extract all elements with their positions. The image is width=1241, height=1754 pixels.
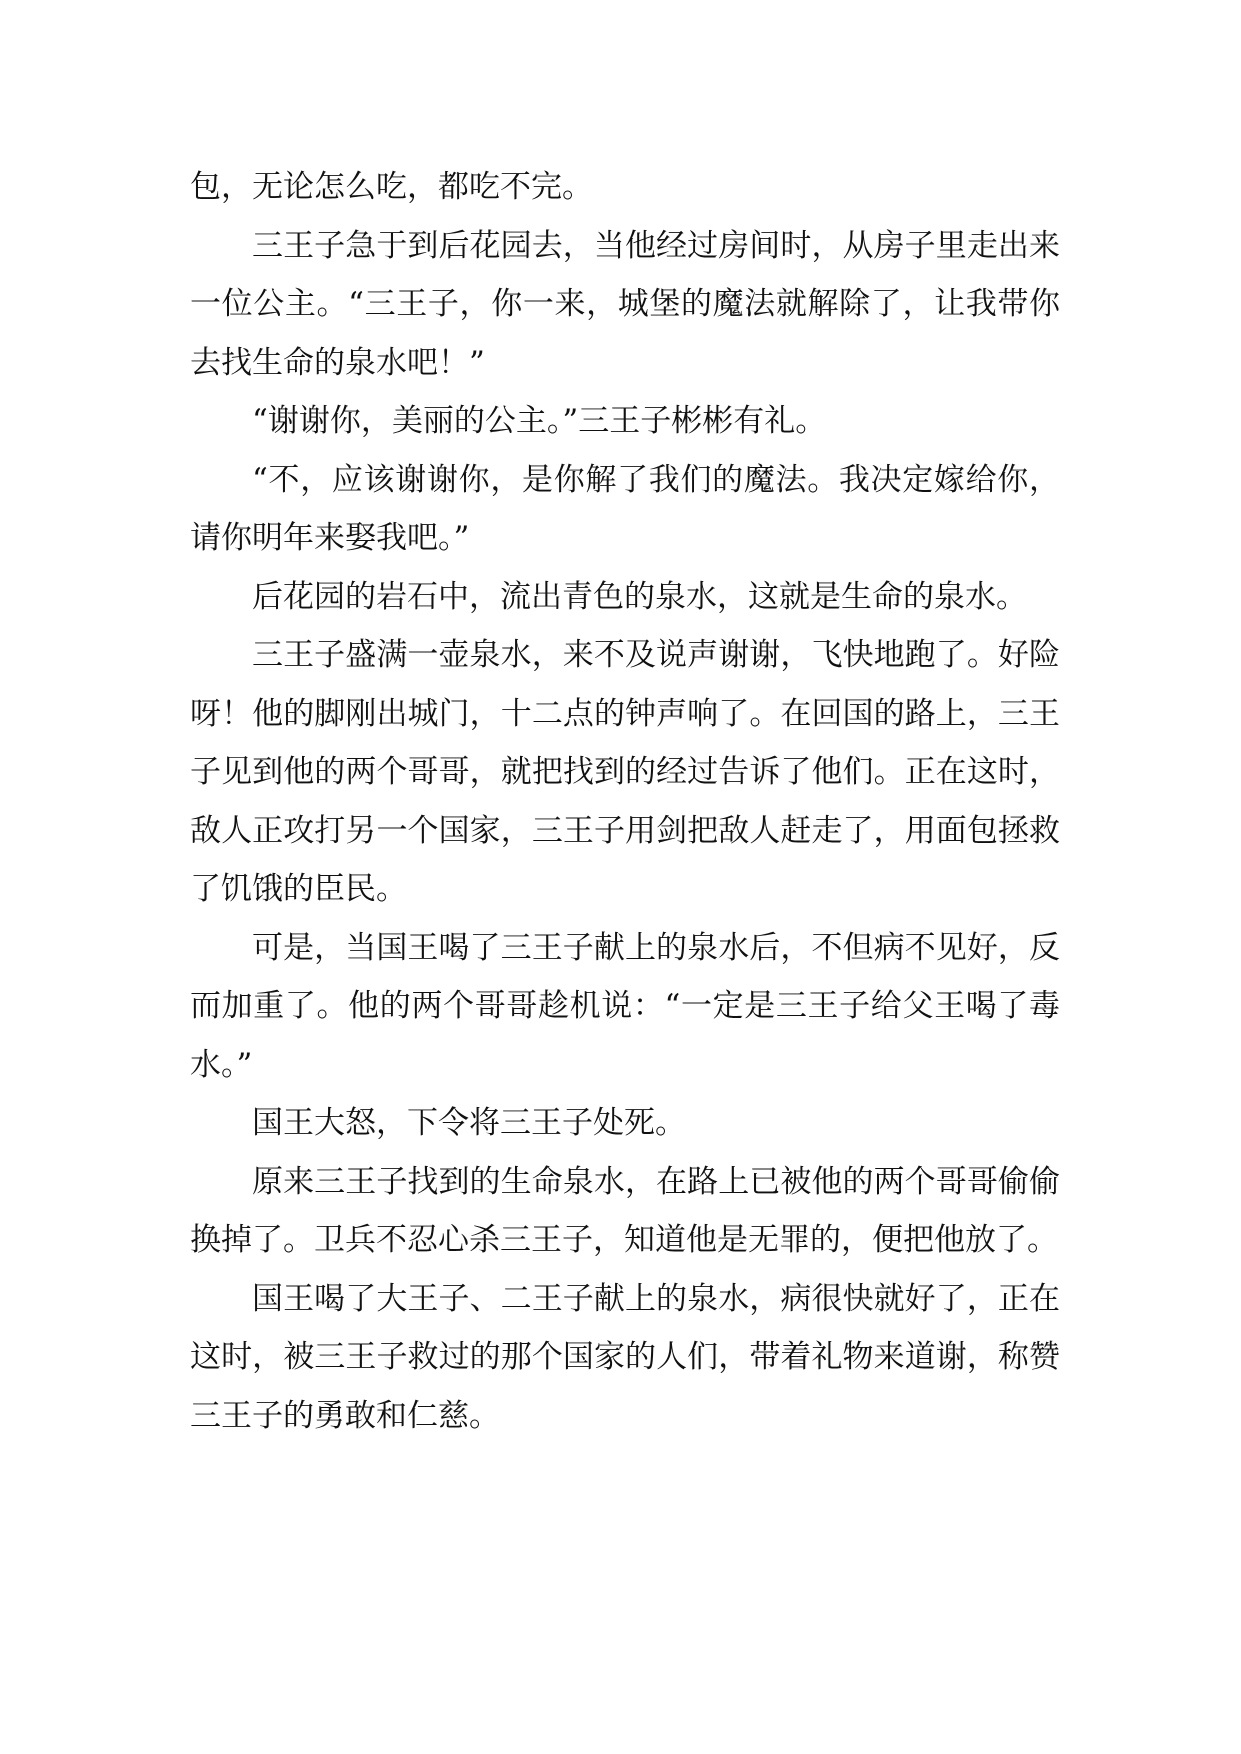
paragraph-water-swapped: 原来三王子找到的生命泉水，在路上已被他的两个哥哥偷偷换掉了。卫兵不忍心杀三王子，知道他是无罪的，便把他放了。 xyxy=(190,1163,1060,1258)
paragraph-princess-appears: 三王子急于到后花园去，当他经过房间时，从房子里走出来一位公主。“三王子，你一来，城堡的魔法就解除了，让我带你去找生命的泉水吧！” xyxy=(190,227,1060,381)
paragraph-spring-water: 后花园的岩石中，流出青色的泉水，这就是生命的泉水。 xyxy=(252,578,1027,615)
paragraph-king-angry: 国王大怒，下令将三王子处死。 xyxy=(252,1105,686,1141)
paragraph-continuation: 包，无论怎么吃，都吃不完。 xyxy=(190,169,593,205)
paragraph-thank-princess: “谢谢你，美丽的公主。”三王子彬彬有礼。 xyxy=(252,403,827,439)
paragraph-king-worsens: 可是，当国王喝了三王子献上的泉水后，不但病不见好，反而加重了。他的两个哥哥趁机说：“一定是三王子给父王喝了毒水。” xyxy=(190,929,1060,1083)
paragraph-return-journey: 三王子盛满一壶泉水，来不及说声谢谢，飞快地跑了。好险呀！他的脚刚出城门，十二点的钟声响了。在回国的路上，三王子见到他的两个哥哥，就把找到的经过告诉了他们。正在这时，敌人正攻打另一个国家，三王子用剑把敌人赶走了，用面包拯救了饥饿的臣民。 xyxy=(190,637,1060,907)
paragraph-princess-reply: “不，应该谢谢你，是你解了我们的魔法。我决定嫁给你，请你明年来娶我吧。” xyxy=(190,461,1060,556)
paragraph-king-recovers: 国王喝了大王子、二王子献上的泉水，病很快就好了，正在这时，被三王子救过的那个国家的人们，带着礼物来道谢，称赞三王子的勇敢和仁慈。 xyxy=(190,1280,1060,1434)
story-text xyxy=(190,158,1060,1445)
